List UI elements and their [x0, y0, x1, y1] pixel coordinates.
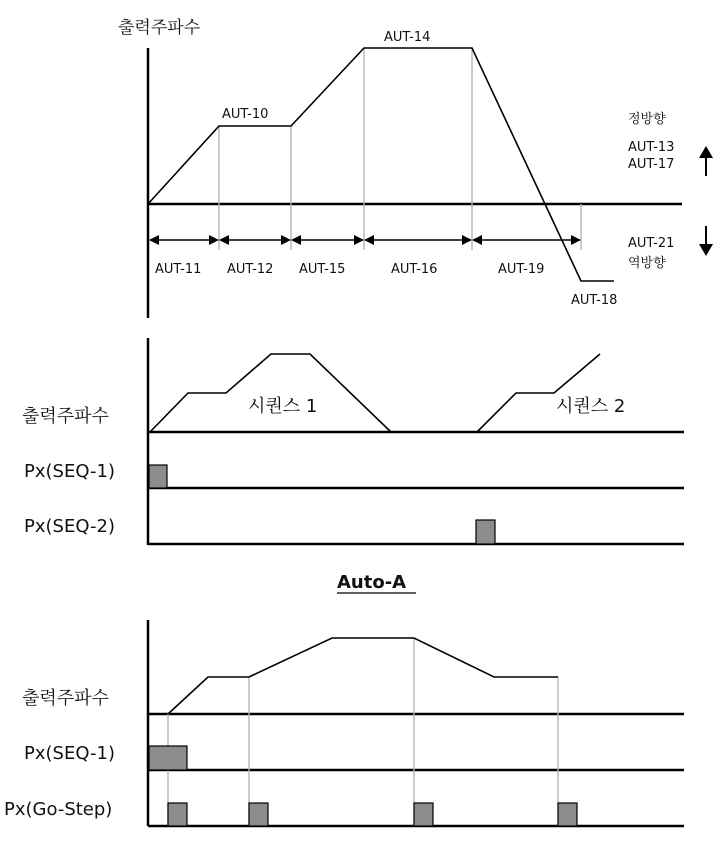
diagram-2	[22, 338, 684, 593]
d3-px-seq1-label: Px(SEQ-1)	[24, 743, 115, 764]
d2-px-seq2-label: Px(SEQ-2)	[24, 516, 115, 537]
d2-title: Auto-A	[337, 572, 407, 593]
d1-frequency-profile	[148, 48, 614, 281]
d2-seq1-pulse	[149, 465, 167, 488]
d2-sequence-2-profile	[477, 354, 600, 432]
d2-seq2-label: 시퀀스 2	[556, 396, 626, 417]
d2-sequence-1-profile	[150, 354, 391, 432]
d3-gostep-pulse-1	[168, 803, 187, 826]
d2-seq2-pulse	[476, 520, 495, 544]
d3-ylabel: 출력주파수	[22, 688, 109, 709]
d1-label-aut10: AUT-10	[222, 107, 269, 122]
d1-label-aut13: AUT-13	[628, 140, 675, 155]
d3-gostep-pulse-4	[558, 803, 577, 826]
arrow-up-icon	[699, 146, 713, 176]
d3-gostep-pulse-3	[414, 803, 433, 826]
d3-gostep-pulse-2	[249, 803, 268, 826]
d1-label-aut17: AUT-17	[628, 157, 675, 172]
d1-label-aut11: AUT-11	[155, 262, 202, 277]
d1-label-aut21: AUT-21	[628, 236, 675, 251]
arrow-down-icon	[699, 226, 713, 256]
d1-label-aut16: AUT-16	[391, 262, 438, 277]
d1-label-aut19: AUT-19	[498, 262, 545, 277]
d1-label-forward: 정방향	[628, 112, 666, 127]
d1-label-aut18: AUT-18	[571, 293, 618, 308]
d1-ylabel: 출력주파수	[118, 18, 201, 38]
d1-label-aut14: AUT-14	[384, 30, 431, 45]
d1-label-aut12: AUT-12	[227, 262, 274, 277]
d1-label-reverse: 역방향	[628, 256, 666, 271]
diagram-1	[118, 17, 713, 318]
d3-px-gostep-label: Px(Go-Step)	[4, 799, 113, 820]
d2-seq1-label: 시퀀스 1	[248, 396, 318, 417]
d1-label-aut15: AUT-15	[299, 262, 346, 277]
d2-ylabel: 출력주파수	[22, 406, 109, 427]
d3-frequency-profile	[168, 638, 558, 714]
d2-px-seq1-label: Px(SEQ-1)	[24, 461, 115, 482]
diagram-3	[4, 620, 684, 826]
d3-seq1-pulse	[149, 746, 187, 770]
